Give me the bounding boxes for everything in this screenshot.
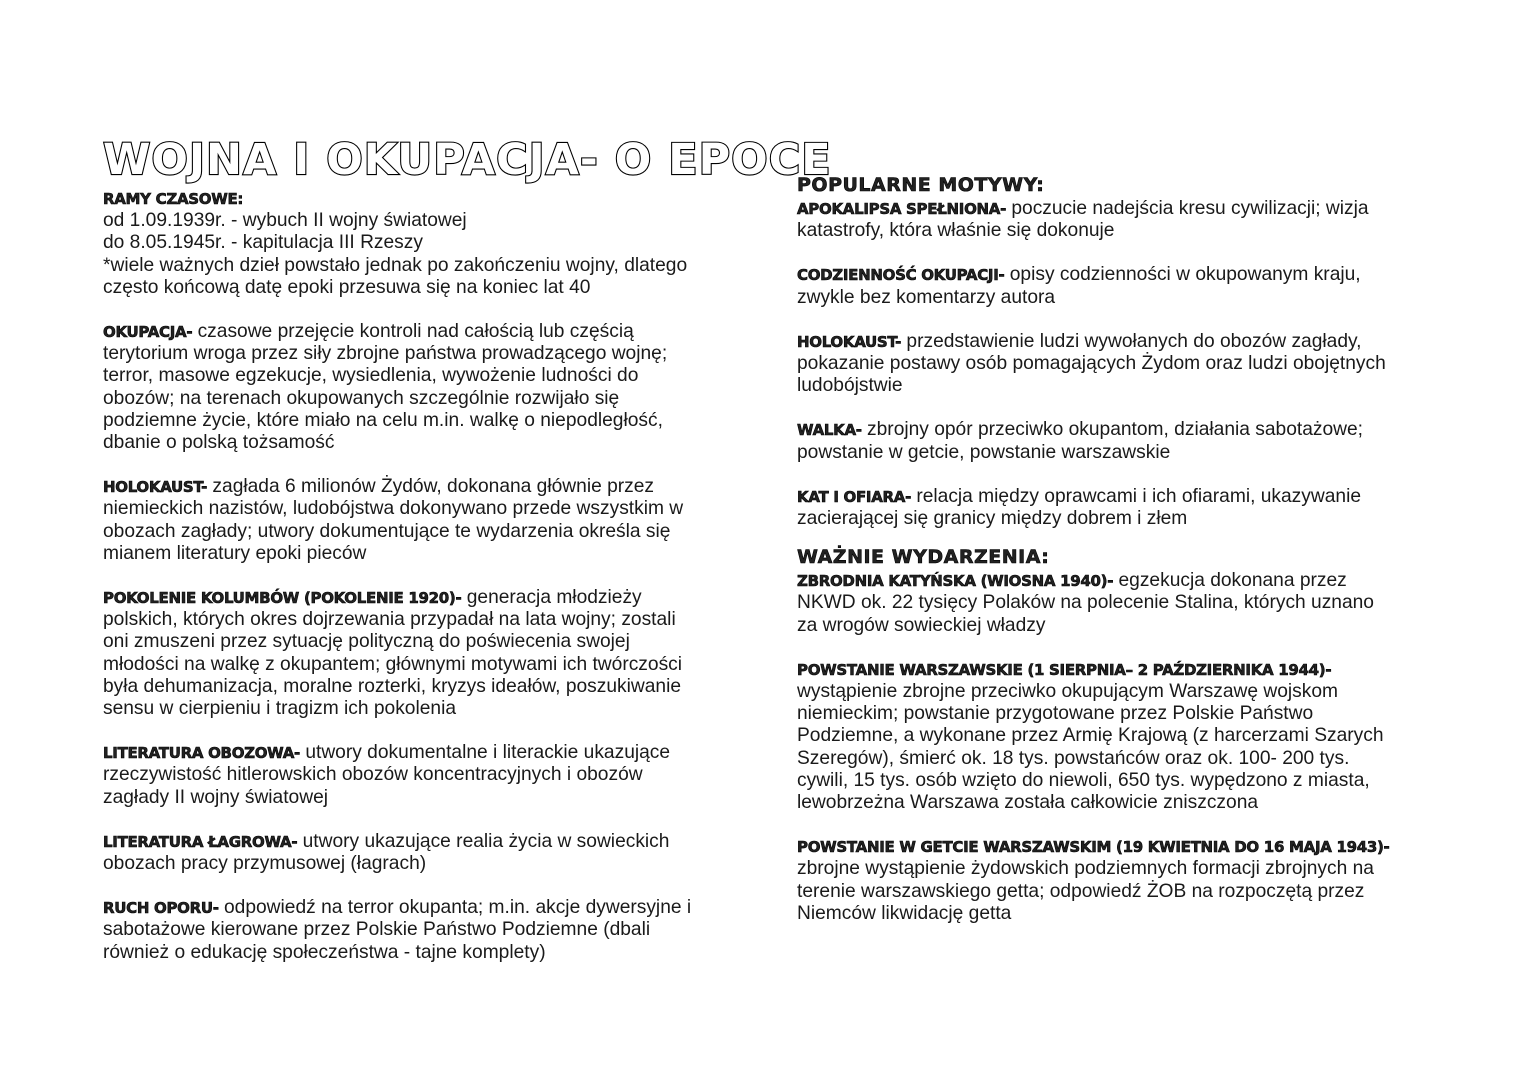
page-title: WOJNA I OKUPACJA- O EPOCE <box>103 134 832 185</box>
definition-first-line: czasowe przejęcie kontroli nad całością lub częścią <box>192 321 634 343</box>
text-line: mianem literatury epoki pieców <box>103 542 367 564</box>
text-line: pokazanie postawy osób pomagających Żydom oraz ludzi obojętnych <box>797 353 1386 375</box>
definition-first-line: opisy codzienności w okupowanym kraju, <box>1004 264 1361 286</box>
text-line: Podziemne, a wykonane przez Armię Krajową (z harcerzami Szarych <box>797 725 1384 747</box>
entry-zbrodnia-katynska <box>797 570 1437 637</box>
entry-literatura-obozowa <box>103 742 743 809</box>
section-ramy-czasowe <box>103 188 743 299</box>
text-line: sensu w cierpieniu i tragizm ich pokolenia <box>103 698 457 720</box>
text-line: Szeregów), śmierć ok. 18 tys. powstańców oraz ok. 100- 200 tys. <box>797 747 1350 769</box>
term-holokaust: HOLOKAUST- <box>103 478 208 497</box>
text-line: rzeczywistość hitlerowskich obozów koncentracyjnych i obozów <box>103 764 643 786</box>
text-line: młodości na walkę z okupantem; głównymi motywami ich twórczości <box>103 653 683 675</box>
definition-first-line: przedstawienie ludzi wywołanych do obozów zagłady, <box>901 330 1362 352</box>
entry-pokolenie-kolumbow <box>103 587 743 720</box>
text-line: zbrojne wystąpienie żydowskich podziemnych formacji zbrojnych na <box>797 858 1374 880</box>
text-line: zwykle bez komentarzy autora <box>797 286 1056 308</box>
term-okupacja: OKUPACJA- <box>103 323 193 342</box>
entry-walka <box>797 419 1437 463</box>
entry-powstanie-warszawskie <box>797 659 1437 814</box>
term-powstanie-w-getcie: POWSTANIE W GETCIE WARSZAWSKIM (19 KWIETNIA DO 16 MAJA 1943)- <box>797 838 1390 857</box>
term-holokaust: HOLOKAUST- <box>797 332 902 351</box>
term-pokolenie-kolumbow: POKOLENIE KOLUMBÓW (POKOLENIE 1920)- <box>103 589 462 608</box>
heading-popularne-motywy: POPULARNE MOTYWY: <box>797 174 1045 196</box>
text-line: katastrofy, która właśnie się dokonuje <box>797 220 1115 242</box>
text-line: podziemne życie, które miało na celu m.in. walkę o niepodległość, <box>103 409 663 431</box>
text-line: niemieckich nazistów, ludobójstwa dokonywano przede wszystkim w <box>103 498 684 520</box>
term-codziennosc-okupacji: CODZIENNOŚĆ OKUPACJI- <box>797 266 1005 285</box>
text-line: wystąpienie zbrojne przeciwko okupującym Warszawę wojskom <box>797 681 1339 703</box>
text-line: terenie warszawskiego getta; odpowiedź ŻOB na rozpoczętą przez <box>797 880 1365 902</box>
text-line: od 1.09.1939r. - wybuch II wojny światowej <box>103 210 467 232</box>
text-line: zagłady II wojny światowej <box>103 786 329 808</box>
definition-first-line: zbrojny opór przeciwko okupantom, działania sabotażowe; <box>861 419 1363 441</box>
term-zbrodnia-katynska: ZBRODNIA KATYŃSKA (WIOSNA 1940)- <box>797 572 1114 591</box>
entry-okupacja <box>103 321 743 454</box>
definition-first-line: odpowiedź na terror okupanta; m.in. akcje dywersyjne i <box>218 897 692 919</box>
text-line: obozów; na terenach okupowanych szczególnie rozwijało się <box>103 387 620 409</box>
definition-first-line: relacja między oprawcami i ich ofiarami, ukazywanie <box>911 485 1362 507</box>
text-line: za wrogów sowieckiej władzy <box>797 614 1046 636</box>
term-ramy-czasowe: RAMY CZASOWE: <box>103 190 244 208</box>
term-apokalipsa-spelniona: APOKALIPSA SPEŁNIONA- <box>797 200 1007 218</box>
entry-codziennosc-okupacji <box>797 264 1437 308</box>
text-line: sabotażowe kierowane przez Polskie Państwo Podziemne (dbali <box>103 919 651 941</box>
term-literatura-lagrowa: LITERATURA ŁAGROWA- <box>103 832 298 851</box>
definition-first-line: utwory dokumentalne i literackie ukazujące <box>299 742 671 764</box>
heading-wazne-wydarzenia: WAŻNIE WYDARZENIA: <box>797 546 1050 569</box>
text-line: *wiele ważnych dzieł powstało jednak po zakończeniu wojny, dlatego <box>103 254 688 276</box>
text-line: dbanie o polską tożsamość <box>103 432 335 454</box>
text-line: obozach pracy przymusowej (łagrach) <box>103 853 427 875</box>
term-ruch-oporu: RUCH OPORU- <box>103 899 219 918</box>
definition-first-line: zagłada 6 milionów Żydów, dokonana głównie przez <box>207 476 654 498</box>
text-line: polskich, których okres dojrzewania przypadał na lata wojny; zostali <box>103 609 676 631</box>
definition-first-line: generacja młodzieży <box>461 587 642 609</box>
text-line: była dehumanizacja, moralne rozterki, kryzys ideałów, poszukiwanie <box>103 675 682 697</box>
entry-powstanie-w-getcie <box>797 836 1437 925</box>
text-line: oni zmuszeni przez sytuację polityczną do poświecenia swojej <box>103 631 630 653</box>
text-line: NKWD ok. 22 tysięcy Polaków na polecenie Stalina, których uznano <box>797 592 1374 614</box>
definition-first-line: egzekucja dokonana przez <box>1113 570 1347 592</box>
text-line: również o edukację społeczeństwa - tajne komplety) <box>103 941 546 963</box>
entry-ruch-oporu <box>103 897 743 964</box>
text-line: zacierającej się granicy między dobrem i złem <box>797 508 1188 530</box>
entry-holokaust-motyw <box>797 331 1437 398</box>
text-line: obozach zagłady; utwory dokumentujące te wydarzenia określa się <box>103 520 671 542</box>
text-line: lewobrzeżna Warszawa została całkowicie zniszczona <box>797 792 1259 814</box>
text-line: terror, masowe egzekucje, wysiedlenia, wywożenie ludności do <box>103 365 639 387</box>
text-line: niemieckim; powstanie przygotowane przez Polskie Państwo <box>797 703 1314 725</box>
entry-literatura-lagrowa <box>103 831 743 875</box>
entry-holokaust <box>103 476 743 565</box>
term-walka: WALKA- <box>797 421 862 440</box>
definition-first-line: poczucie nadejścia kresu cywilizacji; wizja <box>1006 198 1369 219</box>
text-line: często końcową datę epoki przesuwa się na koniec lat 40 <box>103 276 591 298</box>
term-powstanie-warszawskie: POWSTANIE WARSZAWSKIE (1 SIERPNIA– 2 PAŹDZIERNIKA 1944)- <box>797 660 1332 679</box>
term-literatura-obozowa: LITERATURA OBOZOWA- <box>103 744 300 763</box>
right-column <box>797 172 1437 947</box>
text-line: powstanie w getcie, powstanie warszawskie <box>797 441 1171 463</box>
left-column <box>103 188 743 986</box>
term-kat-i-ofiara: KAT I OFIARA- <box>797 487 911 506</box>
entry-apokalipsa-spelniona <box>797 198 1437 242</box>
text-line: cywili, 15 tys. osób wzięto do niewoli, 650 tys. wypędzono z miasta, <box>797 769 1370 791</box>
text-line: Niemców likwidację getta <box>797 902 1012 924</box>
entry-kat-i-ofiara <box>797 486 1437 530</box>
definition-first-line: utwory ukazujące realia życia w sowieckich <box>297 830 670 852</box>
text-line: do 8.05.1945r. - kapitulacja III Rzeszy <box>103 232 423 254</box>
text-line: terytorium wroga przez siły zbrojne państwa prowadzącego wojnę; <box>103 343 668 365</box>
text-line: ludobójstwie <box>797 375 903 397</box>
